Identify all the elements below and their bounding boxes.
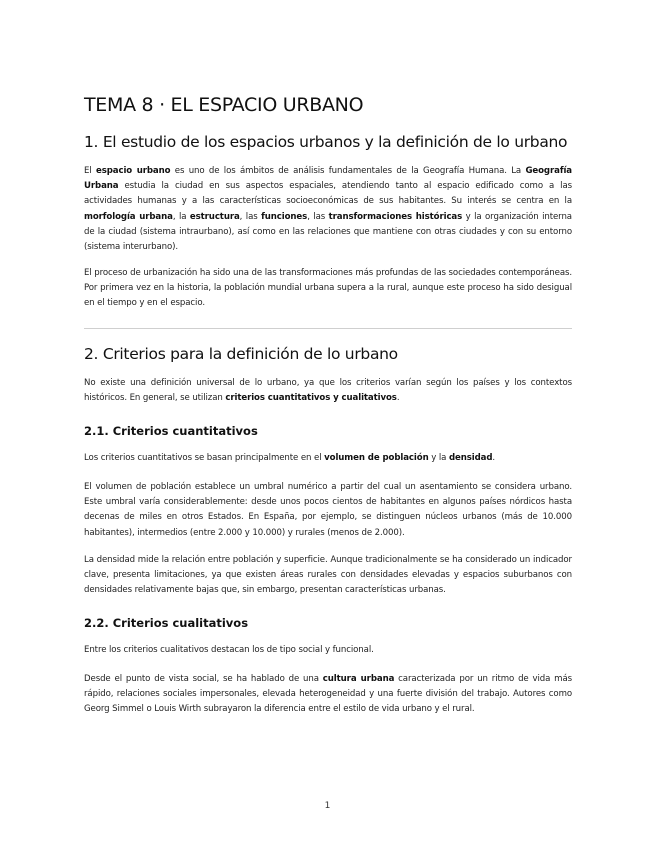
subsection-2-2-paragraph-2: Desde el punto de vista social, se ha hablado de una cultura urbana caracterizada por un ritmo de vida más rápido, relaciones sociales impersonales, elevada heterogeneidad y una fuerte división del trabajo. Autores como Georg Simmel o Louis Wirth subrayaron la diferencia entre el estilo de vida urbano y el rural. <box>84 674 572 715</box>
subsection-2-2-paragraph-1: Entre los criterios cualitativos destacan los de tipo social y funcional. <box>84 645 374 655</box>
section-2-heading: 2. Criterios para la definición de lo urbano <box>84 345 398 363</box>
subsection-2-1-heading: 2.1. Criterios cuantitativos <box>84 424 258 438</box>
section-1-paragraph-1: El espacio urbano es uno de los ámbitos de análisis fundamentales de la Geografía Humana. La Geografía Urbana estudia la ciudad en sus aspectos espaciales, atendiendo tanto al espacio edificado como a las actividades humanas y a las características socioeconómicas de sus habitantes. Su interés se centra en la morfología urbana, la estructura, las funciones, las transformaciones históricas y la organización interna de la ciudad (sistema intraurbano), así como en las relaciones que mantiene con otras ciudades y con su entorno (sistema interurbano). <box>84 166 572 253</box>
section-1-heading: 1. El estudio de los espacios urbanos y la definición de lo urbano <box>84 133 568 151</box>
subsection-2-2-heading: 2.2. Criterios cualitativos <box>84 616 249 630</box>
subsection-2-1-paragraph-2: El volumen de población establece un umbral numérico a partir del cual un asentamiento se considera urbano. Este umbral varía considerablemente: desde unos pocos cientos de habitantes en algunos países nórdicos hasta decenas de miles en otros Estados. En España, por ejemplo, se distinguen núcleos urbanos (más de 10.000 habitantes), intermedios (entre 2.000 y 10.000) y rurales (menos de 2.000). <box>84 482 572 538</box>
subsection-2-1-paragraph-3: La densidad mide la relación entre población y superficie. Aunque tradicionalmente se ha considerado un indicador clave, presenta limitaciones, ya que existen áreas rurales con densidades elevadas y espacios suburbanos con densidades relativamente bajas que, sin embargo, presentan características urbanas. <box>84 555 572 596</box>
section-1-paragraph-2: El proceso de urbanización ha sido una de las transformaciones más profundas de las sociedades contemporáneas. Por primera vez en la historia, la población mundial urbana supera a la rural, aunque este proceso ha sido desigual en el tiempo y en el espacio. <box>84 268 572 309</box>
section-divider <box>84 328 572 329</box>
page-number: 1 <box>324 801 331 811</box>
subsection-2-1-paragraph-1: Los criterios cuantitativos se basan principalmente en el volumen de población y la densidad. <box>84 453 496 463</box>
section-2-paragraph-1: No existe una definición universal de lo urbano, ya que los criterios varían según los países y los contextos históricos. En general, se utilizan criterios cuantitativos y cualitativos. <box>84 378 572 404</box>
document-title: TEMA 8 · EL ESPACIO URBANO <box>84 94 364 116</box>
